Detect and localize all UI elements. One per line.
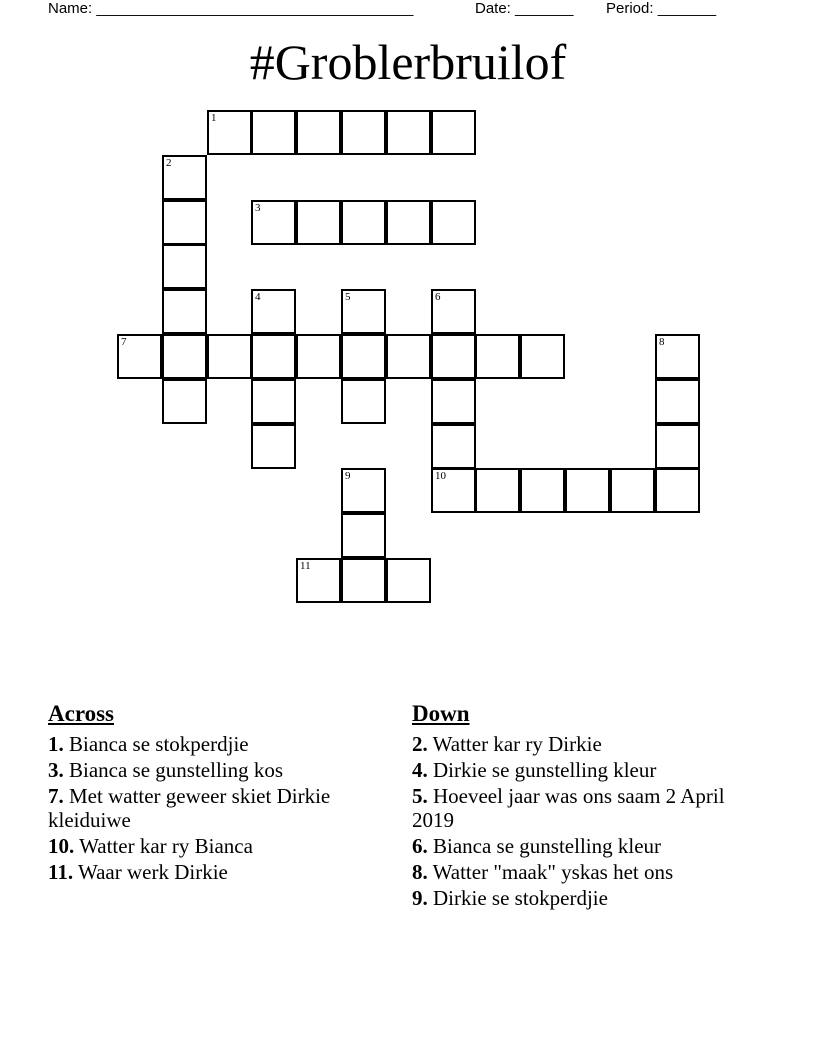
cell-number: 8 xyxy=(659,336,665,348)
crossword-cell[interactable] xyxy=(655,468,700,513)
clue-item xyxy=(412,732,742,756)
clue-text: Waar werk Dirkie xyxy=(73,860,228,884)
clue-number: 1. xyxy=(48,732,64,756)
down-heading: Down xyxy=(412,701,470,726)
crossword-cell[interactable] xyxy=(431,110,476,155)
crossword-cell[interactable] xyxy=(251,424,296,469)
clue-number: 11. xyxy=(48,860,74,884)
crossword-cell[interactable] xyxy=(296,334,341,379)
down-clues xyxy=(412,700,742,912)
clue-item xyxy=(48,834,368,858)
cell-number: 1 xyxy=(211,112,217,124)
crossword-cell[interactable] xyxy=(207,334,252,379)
clue-text: Dirkie se gunstelling kleur xyxy=(427,758,657,782)
crossword-cell[interactable] xyxy=(431,334,476,379)
cell-number: 4 xyxy=(255,291,261,303)
clue-text: Dirkie se stokperdjie xyxy=(427,886,608,910)
cell-number: 2 xyxy=(166,157,172,169)
crossword-cell[interactable] xyxy=(341,379,386,424)
clue-item xyxy=(48,758,368,782)
crossword-cell[interactable] xyxy=(251,200,296,245)
crossword-cell[interactable] xyxy=(520,334,565,379)
clue-number: 4. xyxy=(412,758,428,782)
cell-number: 7 xyxy=(121,336,127,348)
crossword-cell[interactable] xyxy=(341,558,386,603)
name-label: Name: ______________________________________ xyxy=(48,0,414,17)
crossword-cell[interactable] xyxy=(162,379,207,424)
across-heading: Across xyxy=(48,701,115,726)
clue-item xyxy=(48,732,368,756)
cell-number: 3 xyxy=(255,202,261,214)
crossword-cell[interactable] xyxy=(296,110,341,155)
clue-number: 2. xyxy=(412,732,428,756)
clue-number: 8. xyxy=(412,860,428,884)
crossword-cell[interactable] xyxy=(162,155,207,200)
crossword-cell[interactable] xyxy=(655,379,700,424)
crossword-cell[interactable] xyxy=(341,513,386,558)
crossword-cell[interactable] xyxy=(475,334,520,379)
across-clues xyxy=(48,700,368,886)
crossword-cell[interactable] xyxy=(431,468,476,513)
clue-text: Bianca se gunstelling kos xyxy=(63,758,284,782)
crossword-cell[interactable] xyxy=(296,200,341,245)
clue-item xyxy=(412,834,742,858)
crossword-cell[interactable] xyxy=(520,468,565,513)
crossword-cell[interactable] xyxy=(162,289,207,334)
clue-item xyxy=(48,860,368,884)
crossword-cell[interactable] xyxy=(610,468,655,513)
cell-number: 10 xyxy=(435,470,446,482)
clue-number: 7. xyxy=(48,784,64,808)
crossword-cell[interactable] xyxy=(431,424,476,469)
cell-number: 5 xyxy=(345,291,351,303)
down-list xyxy=(412,732,742,910)
crossword-cell[interactable] xyxy=(341,468,386,513)
crossword-cell[interactable] xyxy=(386,334,431,379)
crossword-cell[interactable] xyxy=(431,379,476,424)
crossword-cell[interactable] xyxy=(341,334,386,379)
crossword-cell[interactable] xyxy=(251,110,296,155)
clue-item xyxy=(48,784,368,832)
clue-number: 6. xyxy=(412,834,428,858)
crossword-cell[interactable] xyxy=(162,334,207,379)
crossword-cell[interactable] xyxy=(341,110,386,155)
crossword-cell[interactable] xyxy=(162,200,207,245)
crossword-cell[interactable] xyxy=(655,334,700,379)
across-list xyxy=(48,732,368,884)
crossword-cell[interactable] xyxy=(251,379,296,424)
date-label: Date: _______ xyxy=(475,0,574,17)
clue-item xyxy=(412,758,742,782)
crossword-cell[interactable] xyxy=(162,244,207,289)
crossword-cell[interactable] xyxy=(341,200,386,245)
clue-text: Watter kar ry Bianca xyxy=(74,834,253,858)
clue-text: Met watter geweer skiet Dirkie kleiduiwe xyxy=(48,784,331,832)
clue-number: 9. xyxy=(412,886,428,910)
crossword-cell[interactable] xyxy=(251,334,296,379)
clue-item xyxy=(412,860,742,884)
clue-text: Watter "maak" yskas het ons xyxy=(427,860,674,884)
crossword-cell[interactable] xyxy=(386,200,431,245)
period-label: Period: _______ xyxy=(606,0,717,17)
clue-item xyxy=(412,886,742,910)
clue-text: Bianca se stokperdjie xyxy=(63,732,249,756)
crossword-cell[interactable] xyxy=(386,110,431,155)
clue-number: 3. xyxy=(48,758,64,782)
cell-number: 6 xyxy=(435,291,441,303)
clue-text: Bianca se gunstelling kleur xyxy=(427,834,662,858)
crossword-cell[interactable] xyxy=(251,289,296,334)
crossword-cell[interactable] xyxy=(475,468,520,513)
clue-number: 5. xyxy=(412,784,428,808)
crossword-cell[interactable] xyxy=(565,468,610,513)
clue-text: Hoeveel jaar was ons saam 2 April 2019 xyxy=(412,784,725,832)
crossword-cell[interactable] xyxy=(431,200,476,245)
crossword-cell[interactable] xyxy=(341,289,386,334)
crossword-cell[interactable] xyxy=(431,289,476,334)
clue-text: Watter kar ry Dirkie xyxy=(427,732,602,756)
crossword-cell[interactable] xyxy=(207,110,252,155)
crossword-cell[interactable] xyxy=(296,558,341,603)
clue-item xyxy=(412,784,742,832)
crossword-cell[interactable] xyxy=(386,558,431,603)
cell-number: 11 xyxy=(300,560,311,572)
crossword-cell[interactable] xyxy=(117,334,162,379)
cell-number: 9 xyxy=(345,470,351,482)
crossword-cell[interactable] xyxy=(655,424,700,469)
clue-number: 10. xyxy=(48,834,75,858)
page-title: #Groblerbruilof xyxy=(249,34,567,90)
